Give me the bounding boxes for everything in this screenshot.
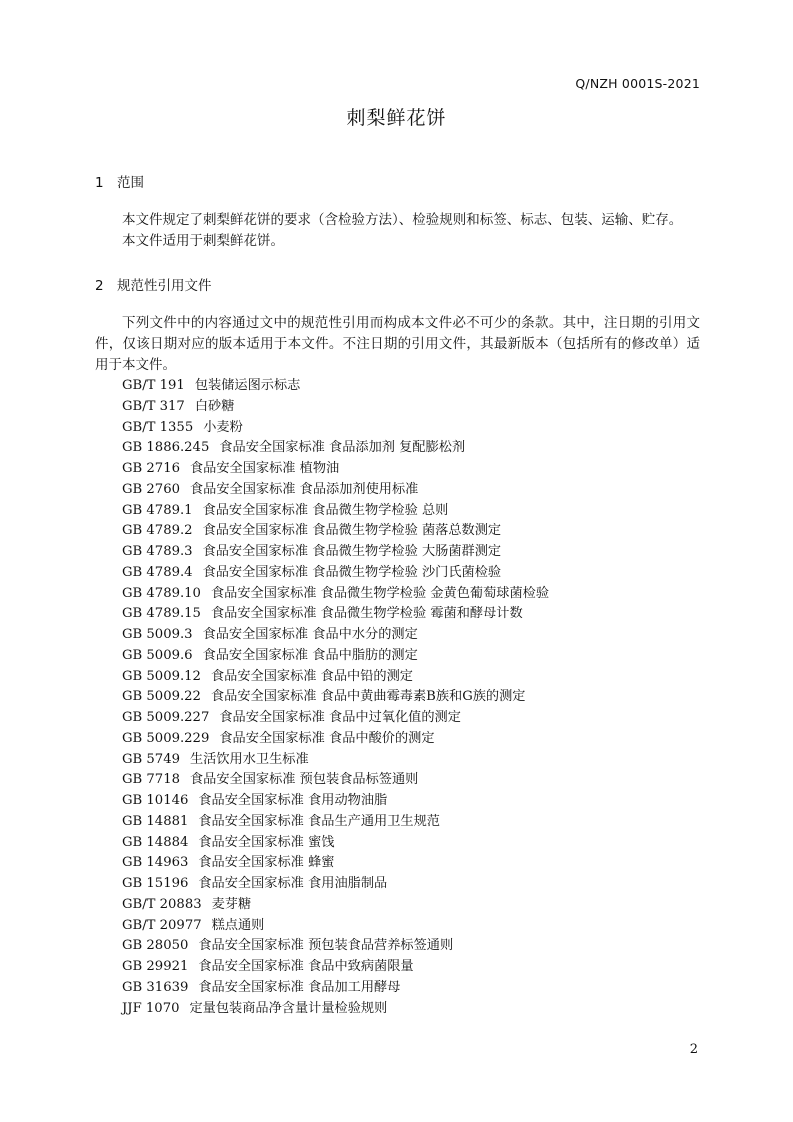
reference-item: [122, 667, 549, 688]
reference-title: 食品安全国家标准 食用动物油脂: [198, 793, 388, 808]
reference-title: 食品安全国家标准 食用油脂制品: [198, 876, 388, 891]
reference-title: 食品安全国家标准 食品生产通用卫生规范: [198, 813, 440, 829]
reference-code: GB 2716: [122, 461, 180, 476]
section-title: 规范性引用文件: [117, 278, 212, 294]
scope-paragraphs: [95, 210, 700, 252]
reference-code: GB 2760: [122, 481, 180, 497]
reference-item: [122, 418, 549, 439]
reference-title: 食品安全国家标准 食品微生物学检验 总则: [202, 502, 449, 518]
reference-title: 食品安全国家标准 食品微生物学检验 金黄色葡萄球菌检验: [210, 585, 550, 601]
reference-item: [122, 438, 549, 459]
reference-item: [122, 770, 549, 791]
reference-item: [122, 874, 549, 895]
reference-code: GB/T 20883: [122, 896, 202, 912]
reference-item: [122, 729, 549, 750]
reference-title: 食品安全国家标准 食品中黄曲霉毒素B族和G族的测定: [210, 689, 526, 705]
reference-code: GB 5009.227: [122, 710, 210, 725]
reference-title: 食品安全国家标准 食品微生物学检验 沙门氏菌检验: [202, 564, 502, 580]
reference-item: [122, 936, 549, 957]
reference-item: [122, 708, 549, 729]
reference-title: 食品安全国家标准 食品中水分的测定: [202, 627, 418, 642]
reference-item: [122, 999, 549, 1020]
reference-item: [122, 501, 549, 522]
reference-item: [122, 895, 549, 916]
reference-code: GB 4789.2: [122, 523, 193, 539]
reference-list: [122, 376, 549, 1019]
reference-item: [122, 542, 549, 563]
page-number: 2: [689, 1042, 698, 1057]
reference-code: GB 10146: [122, 793, 189, 808]
section-number: 1: [95, 175, 104, 191]
scope-paragraph: 本文件规定了刺梨鲜花饼的要求（含检验方法）、检验规则和标签、标志、包装、运输、贮存。: [122, 212, 683, 228]
reference-item: [122, 480, 549, 501]
reference-title: 食品安全国家标准 食品微生物学检验 菌落总数测定: [202, 523, 502, 539]
reference-title: 食品安全国家标准 食品加工用酵母: [198, 979, 401, 995]
reference-code: GB 4789.10: [122, 585, 201, 601]
reference-title: 麦芽糖: [211, 896, 252, 912]
reference-code: GB 4789.4: [122, 564, 193, 580]
reference-item: [122, 978, 549, 999]
reference-item: [122, 521, 549, 542]
reference-code: GB 31639: [122, 979, 189, 995]
reference-title: 食品安全国家标准 食品微生物学检验 霉菌和酵母计数: [210, 606, 523, 622]
reference-item: [122, 957, 549, 978]
document-code: Q/NZH 0001S-2021: [575, 76, 700, 91]
reference-code: GB/T 317: [122, 398, 185, 414]
scope-paragraph: 本文件适用于刺梨鲜花饼。: [122, 233, 284, 249]
reference-item: [122, 459, 549, 480]
reference-item: [122, 833, 549, 854]
reference-item: [122, 584, 549, 605]
reference-title: 食品安全国家标准 蜜饯: [198, 834, 335, 850]
section-number: 2: [95, 278, 104, 294]
section-heading-scope: [95, 171, 144, 191]
reference-code: GB 28050: [122, 938, 189, 954]
reference-code: GB 5009.22: [122, 689, 201, 705]
reference-title: 白砂糖: [194, 398, 235, 414]
reference-title: 食品安全国家标准 食品中脂肪的测定: [202, 647, 418, 663]
reference-code: GB 5009.12: [122, 668, 201, 684]
reference-item: [122, 563, 549, 584]
references-intro-paragraph: 下列文件中的内容通过文中的规范性引用而构成本文件必不可少的条款。其中，注日期的引用文件，仅该日期对应的版本适用于本文件。不注日期的引用文件，其最新版本（包括所有的修改单）适用于本文件。: [95, 315, 700, 373]
reference-code: GB 5009.229: [122, 730, 210, 746]
document-title: 刺梨鲜花饼: [346, 107, 447, 129]
reference-code: GB 4789.3: [122, 544, 193, 559]
reference-item: [122, 687, 549, 708]
reference-code: GB 15196: [122, 876, 189, 891]
reference-code: GB/T 1355: [122, 419, 194, 435]
reference-item: [122, 750, 549, 771]
reference-code: GB/T 20977: [122, 917, 202, 933]
reference-title: 食品安全国家标准 食品中酸价的测定: [219, 730, 435, 746]
section-heading-references: [95, 274, 212, 294]
reference-code: GB 1886.245: [122, 440, 210, 456]
reference-title: 食品安全国家标准 食品中致病菌限量: [198, 959, 414, 974]
reference-title: 食品安全国家标准 食品添加剂 复配膨松剂: [219, 440, 466, 456]
reference-title: 定量包装商品净含量计量检验规则: [189, 1000, 388, 1016]
reference-title: 食品安全国家标准 食品中过氧化值的测定: [219, 710, 461, 725]
reference-code: GB 5749: [122, 751, 180, 767]
section-title: 范围: [117, 175, 144, 191]
reference-item: [122, 625, 549, 646]
reference-title: 食品安全国家标准 食品微生物学检验 大肠菌群测定: [202, 544, 502, 559]
reference-title: 糕点通则: [211, 917, 265, 933]
reference-title: 食品安全国家标准 预包装食品营养标签通则: [198, 938, 454, 954]
reference-item: [122, 916, 549, 937]
reference-title: 食品安全国家标准 预包装食品标签通则: [189, 772, 419, 788]
reference-title: 食品安全国家标准 食品中铅的测定: [210, 668, 413, 684]
reference-title: 生活饮用水卫生标准: [189, 751, 309, 767]
reference-code: GB 14884: [122, 834, 189, 850]
reference-item: [122, 376, 549, 397]
reference-title: 小麦粉: [203, 419, 243, 435]
reference-code: GB 4789.15: [122, 606, 201, 622]
reference-code: GB 14963: [122, 855, 189, 871]
reference-title: 包装储运图示标志: [194, 378, 301, 393]
reference-title: 食品安全国家标准 蜂蜜: [198, 855, 335, 871]
reference-item: [122, 646, 549, 667]
reference-code: GB/T 191: [122, 378, 185, 393]
reference-item: [122, 791, 549, 812]
reference-title: 食品安全国家标准 植物油: [189, 461, 340, 476]
reference-code: GB 14881: [122, 813, 189, 829]
reference-item: [122, 397, 549, 418]
reference-item: [122, 812, 549, 833]
reference-title: 食品安全国家标准 食品添加剂使用标准: [189, 481, 419, 497]
reference-code: GB 4789.1: [122, 502, 193, 518]
reference-code: GB 5009.3: [122, 627, 193, 642]
reference-code: GB 5009.6: [122, 647, 193, 663]
reference-item: [122, 853, 549, 874]
reference-code: GB 29921: [122, 959, 189, 974]
reference-item: [122, 604, 549, 625]
reference-code: JJF 1070: [122, 1000, 180, 1016]
reference-code: GB 7718: [122, 772, 180, 788]
references-intro: [95, 313, 700, 376]
